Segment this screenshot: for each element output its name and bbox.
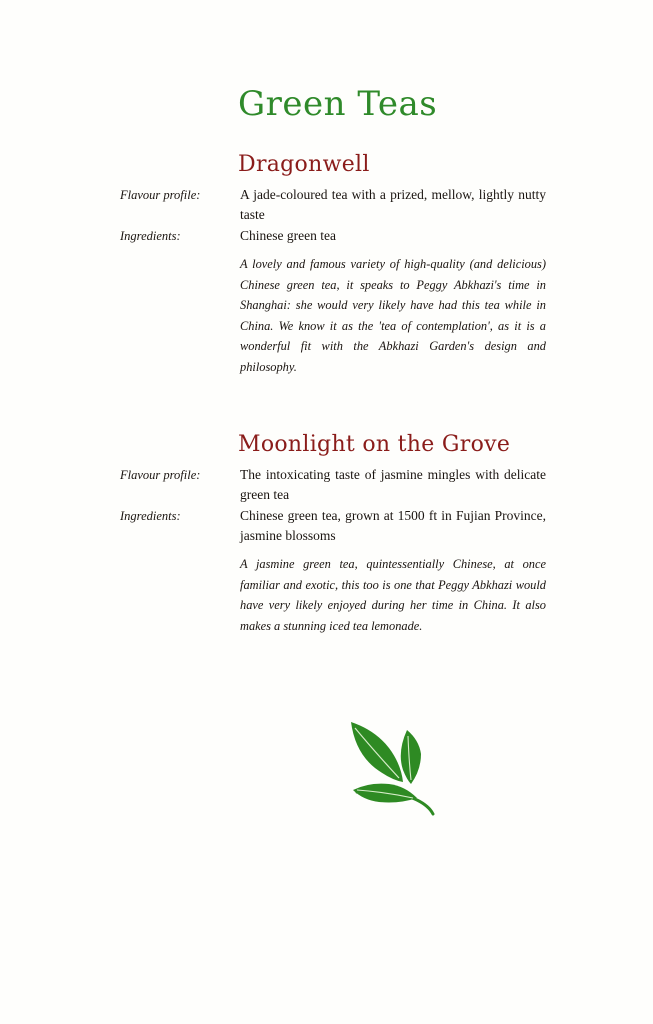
tea-leaf-icon [345, 718, 440, 818]
flavour-value: The intoxicating taste of jasmine mingles with delicate green tea [240, 467, 546, 502]
tea-description: A lovely and famous variety of high-quality (and delicious) Chinese green tea, it speaks to Peggy Abkhazi's time in Shanghai: she would very likely have had this tea while in China. We know it as the 'tea of contemplation', as it is a wonderful fit with the Abkhazi Garden's design and philosophy. [240, 257, 546, 374]
tea-name-dragonwell: Dragonwell [238, 152, 370, 177]
ingredients-label: Ingredients: [120, 509, 181, 523]
ingredients-value: Chinese green tea, grown at 1500 ft in Fujian Province, jasmine blossoms [240, 508, 546, 543]
flavour-label: Flavour profile: [120, 468, 201, 482]
flavour-label: Flavour profile: [120, 188, 201, 202]
tea-name-moonlight-on-the-grove: Moonlight on the Grove [238, 432, 511, 457]
flavour-value: A jade-coloured tea with a prized, mellow, lightly nutty taste [240, 187, 546, 222]
tea-description: A jasmine green tea, quintessentially Chinese, at once familiar and exotic, this too is one that Peggy Abkhazi would have very likely enjoyed during her time in China. It also makes a stunning iced tea lemonade. [240, 557, 546, 633]
ingredients-value: Chinese green tea [240, 228, 336, 243]
page-title: Green Teas [238, 84, 438, 124]
ingredients-label: Ingredients: [120, 229, 181, 243]
